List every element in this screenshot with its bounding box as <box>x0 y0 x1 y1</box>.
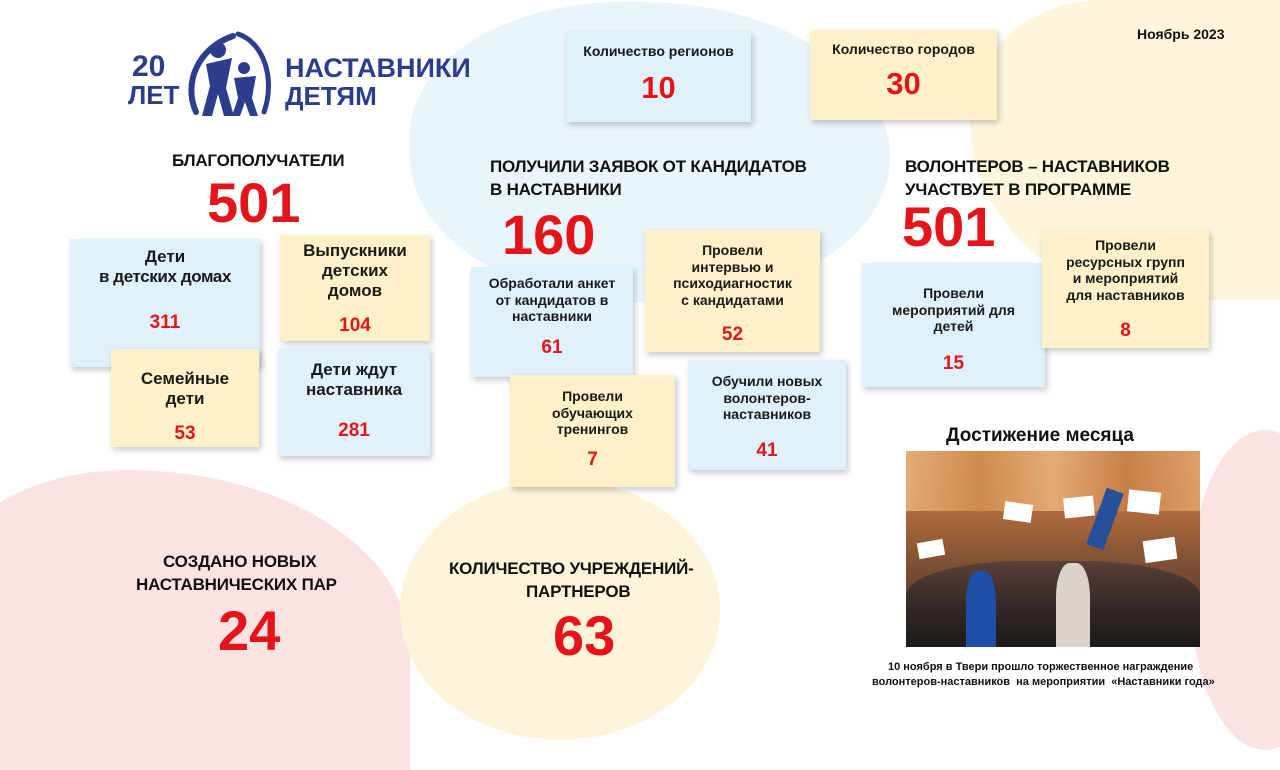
resource-groups-value: 8 <box>1120 320 1131 341</box>
logo-people-icon <box>178 28 278 120</box>
children-events-value: 15 <box>942 353 965 374</box>
cities-count-card <box>810 30 997 120</box>
orphanage-graduates-card <box>280 235 430 341</box>
children-waiting-mentor-value: 281 <box>338 420 370 441</box>
children-in-orphanages-label1: Дети <box>144 247 186 266</box>
orphanage-graduates-label3: домов <box>327 281 383 301</box>
partners-value: 63 <box>553 604 616 667</box>
family-children-value: 53 <box>174 423 196 444</box>
trainings-label2: обучающих <box>552 404 633 421</box>
cities-count-value: 30 <box>886 66 921 101</box>
interviews-label1: Провели <box>702 242 763 258</box>
orphanage-graduates-label2: детских <box>322 261 388 281</box>
orphanage-graduates-label1: Выпускники <box>303 241 407 260</box>
interviews-card <box>645 230 820 352</box>
resource-groups-card <box>1042 230 1209 348</box>
children-events-label2: мероприятий для <box>892 301 1015 318</box>
interviews-label4: с кандидатами <box>681 291 784 308</box>
children-waiting-mentor-label1: Дети ждут <box>310 360 398 379</box>
applications-value: 160 <box>502 203 596 266</box>
children-waiting-mentor-label2: наставника <box>305 380 403 400</box>
trained-volunteers-label1: Обучили новых <box>711 373 823 389</box>
pairs-title-line2: НАСТАВНИЧЕСКИХ ПАР <box>136 575 337 594</box>
children-in-orphanages-value: 311 <box>149 312 181 333</box>
children-waiting-mentor-card <box>278 348 430 456</box>
trained-volunteers-card <box>688 360 846 470</box>
logo-years-word: ЛЕТ <box>128 80 180 110</box>
achievement-title: Достижение месяца <box>946 425 1134 446</box>
orphanage-graduates-value: 104 <box>339 315 371 336</box>
interviews-value: 52 <box>721 324 744 345</box>
achievement-caption-line2: волонтеров-наставников на мероприятии «Наставники года» <box>872 676 1215 688</box>
trainings-value: 7 <box>587 449 598 470</box>
resource-groups-label2: ресурсных групп <box>1066 253 1185 270</box>
photo-sign-5 <box>1143 537 1178 563</box>
beneficiaries-title: БЛАГОПОЛУЧАТЕЛИ <box>172 151 345 170</box>
applications-title-line1: ПОЛУЧИЛИ ЗАЯВОК ОТ КАНДИДАТОВ <box>490 157 807 176</box>
pairs-title-line1: СОЗДАНО НОВЫХ <box>163 552 317 571</box>
volunteers-title-line2: УЧАСТВУЕТ В ПРОГРАММЕ <box>905 180 1132 199</box>
regions-count-value: 10 <box>641 70 676 105</box>
partners-title-line1: КОЛИЧЕСТВО УЧРЕЖДЕНИЙ- <box>449 559 694 578</box>
resource-groups-label4: для наставников <box>1066 286 1185 303</box>
resource-groups-label1: Провели <box>1095 237 1156 253</box>
processed-applications-label1: Обработали анкет <box>488 275 616 291</box>
logo-years-number: 20 <box>132 50 166 83</box>
resource-groups-label3: и мероприятий <box>1072 270 1179 287</box>
report-date: Ноябрь 2023 <box>1137 26 1225 42</box>
trained-volunteers-value: 41 <box>756 440 778 461</box>
achievement-photo <box>906 451 1200 647</box>
applications-title-line2: В НАСТАВНИКИ <box>490 180 622 199</box>
trainings-label3: тренингов <box>556 421 629 438</box>
trainings-label1: Провели <box>562 388 623 404</box>
interviews-label2: интервью и <box>691 258 774 275</box>
photo-sign-4 <box>1127 489 1161 514</box>
photo-sign-2 <box>1003 501 1033 523</box>
processed-applications-label2: от кандидатов в <box>495 291 609 308</box>
cities-count-label: Количество городов <box>832 41 975 57</box>
children-events-card <box>862 263 1045 387</box>
interviews-label3: психодиагностик <box>673 275 792 292</box>
trained-volunteers-label2: волонтеров- <box>723 389 811 406</box>
bg-blob-pink-right <box>1190 430 1280 750</box>
pairs-value: 24 <box>218 599 281 662</box>
trained-volunteers-label3: наставников <box>722 406 812 423</box>
photo-sign-3 <box>1063 495 1095 518</box>
children-in-orphanages-label2: в детских домах <box>98 267 232 287</box>
photo-sign-1 <box>917 539 945 559</box>
processed-applications-label3: наставники <box>512 308 592 325</box>
processed-applications-card <box>471 267 633 377</box>
photo-person-blue <box>966 571 996 647</box>
photo-person-white <box>1056 563 1090 647</box>
children-in-orphanages-card <box>70 239 260 367</box>
family-children-label1: Семейные <box>140 369 230 388</box>
family-children-label2: дети <box>165 389 205 409</box>
achievement-caption-line1: 10 ноября в Твери прошло торжественное награждение <box>888 661 1194 673</box>
regions-count-card <box>566 32 751 122</box>
photo-crowd <box>906 561 1200 647</box>
logo-title-line1: НАСТАВНИКИ <box>285 53 471 83</box>
partners-title-line2: ПАРТНЕРОВ <box>526 582 631 601</box>
volunteers-title-line1: ВОЛОНТЕРОВ – НАСТАВНИКОВ <box>905 157 1170 176</box>
logo <box>128 28 471 123</box>
logo-title-line2: ДЕТЯМ <box>285 81 377 111</box>
children-events-label3: детей <box>933 318 974 335</box>
bg-blob-pink-left <box>0 470 410 770</box>
children-events-label1: Провели <box>923 285 984 301</box>
family-children-card <box>111 349 259 447</box>
regions-count-label: Количество регионов <box>583 43 734 59</box>
trainings-card <box>510 375 675 487</box>
beneficiaries-value: 501 <box>207 171 301 234</box>
processed-applications-value: 61 <box>541 337 563 358</box>
volunteers-value: 501 <box>902 195 996 258</box>
